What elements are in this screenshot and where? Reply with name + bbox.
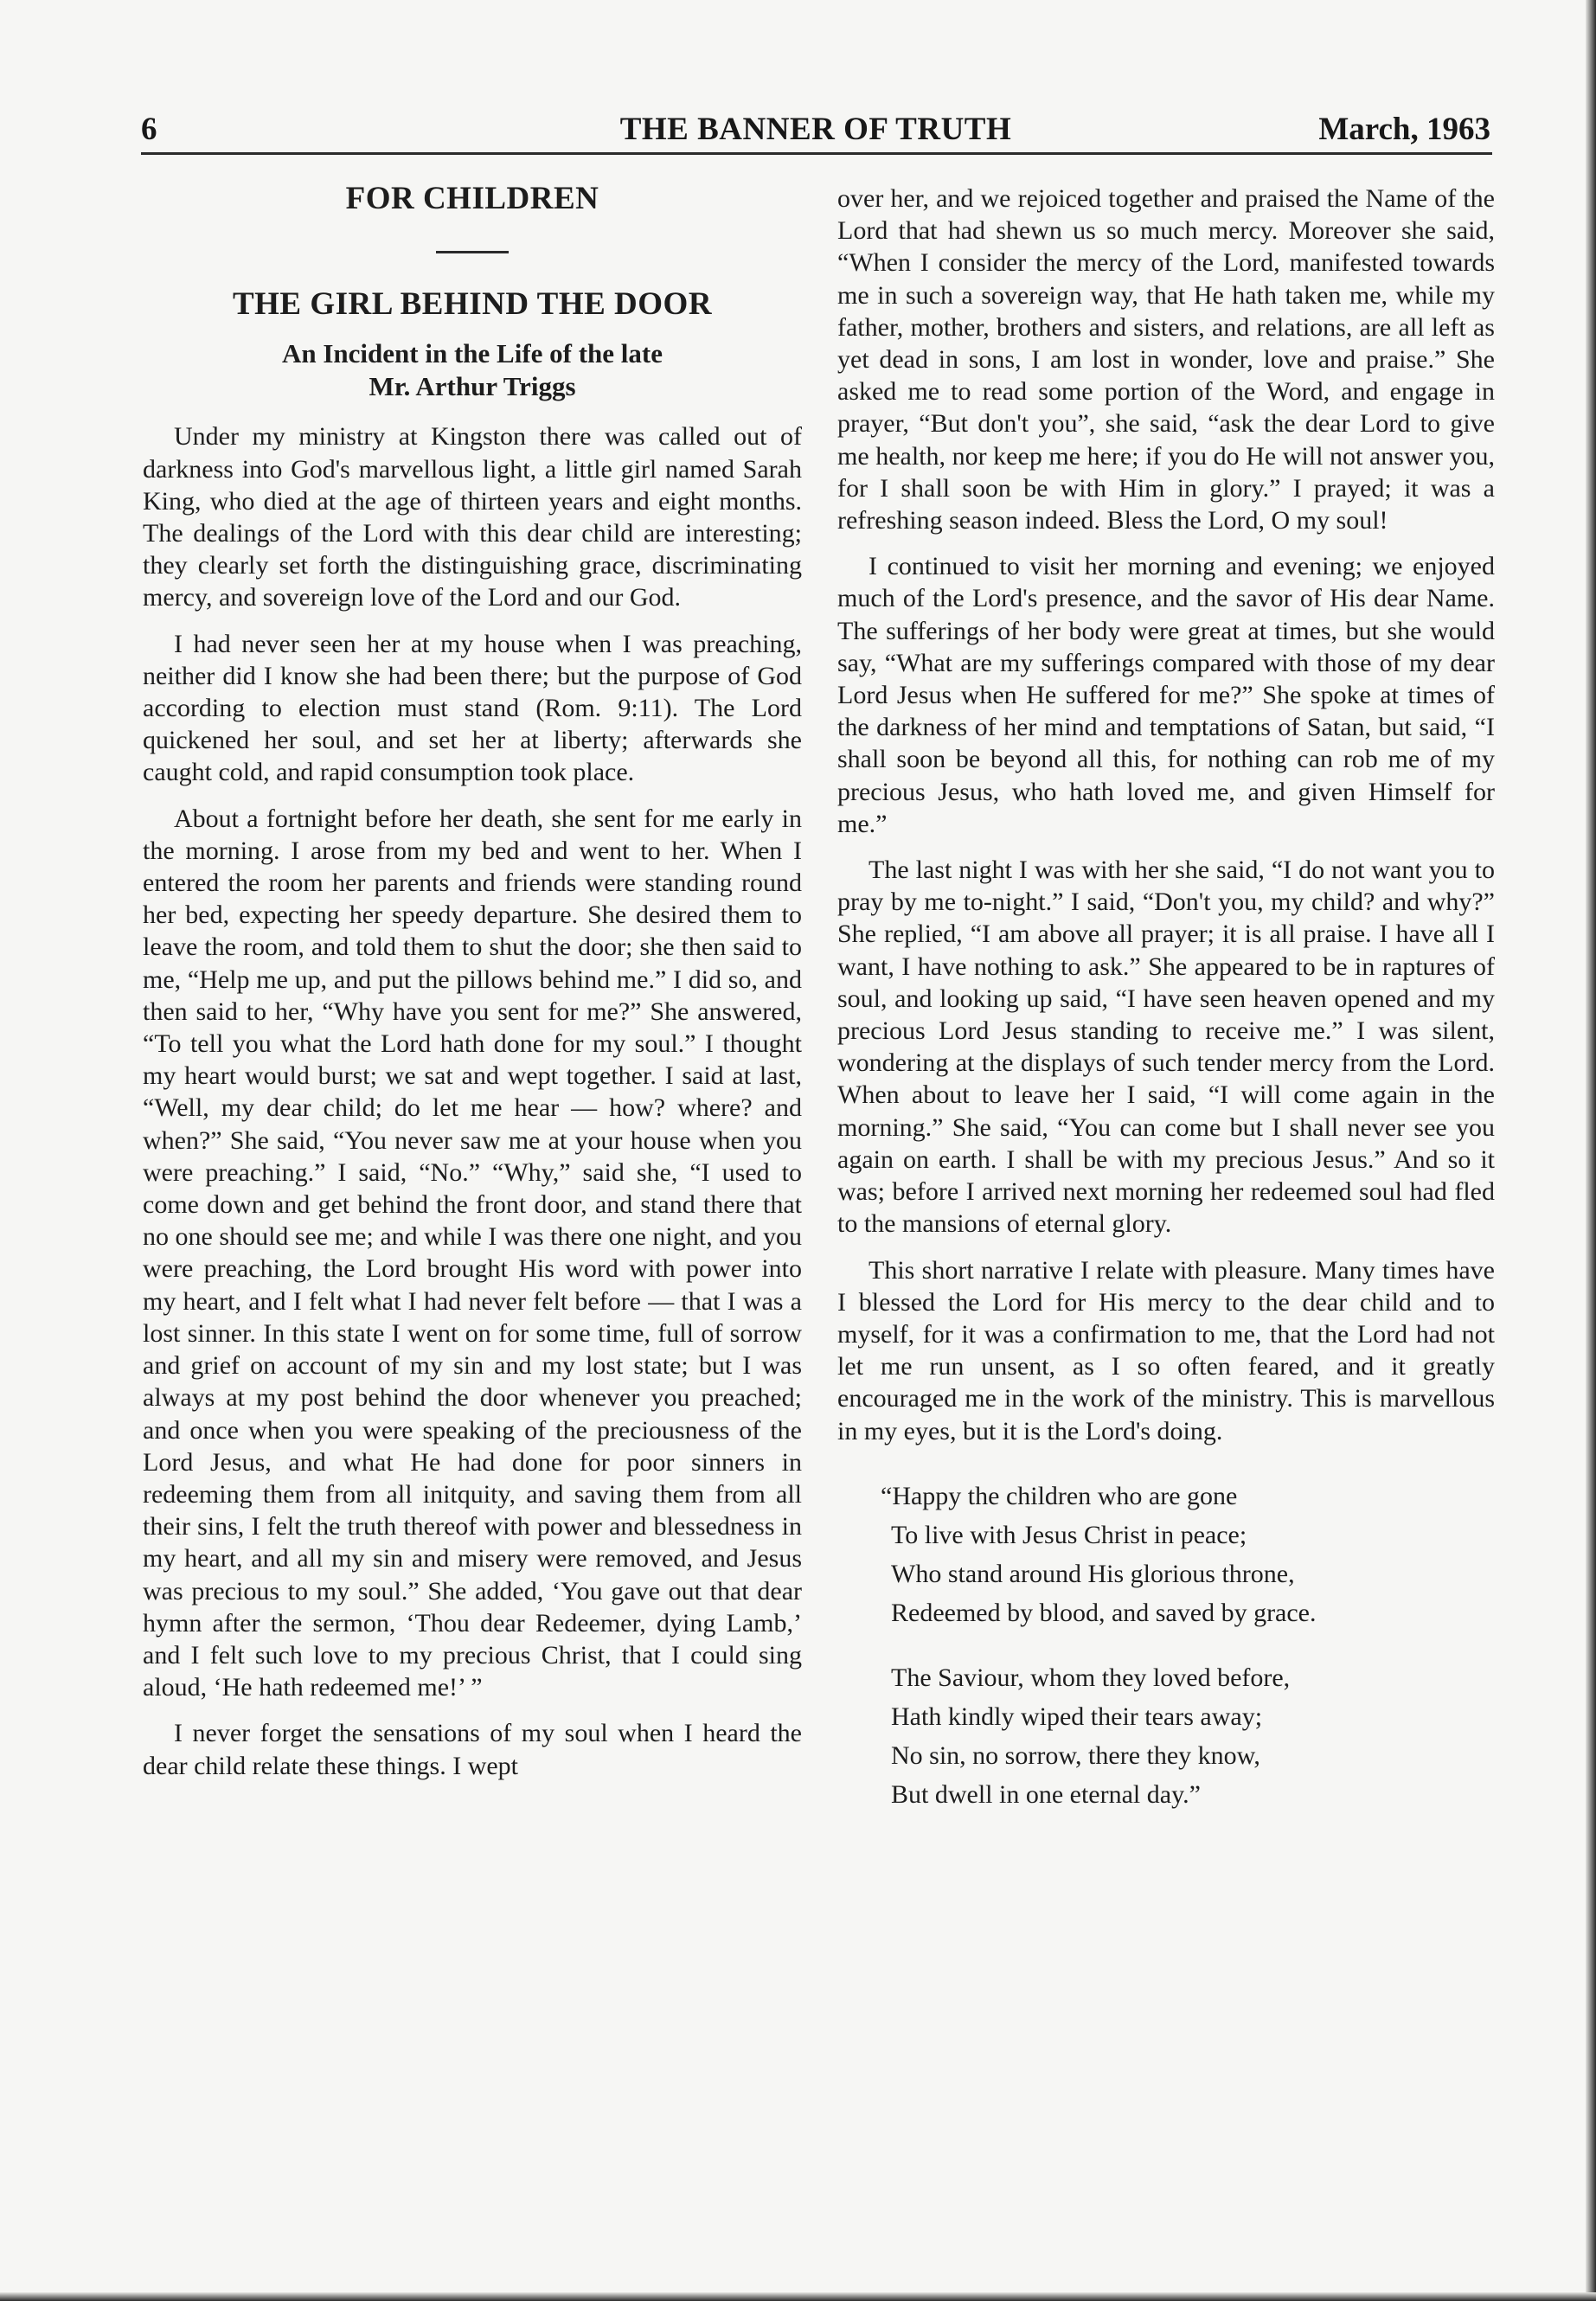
paragraph: The last night I was with her she said, “I do not want you to pray by me to-night.” I said, “Don't you, my child? and why?” She replied, “I am above all prayer; it is all praise. I have all I want, I have nothing to ask.” She appeared to be in raptures of soul, and looking up said, “I have seen heaven opened and my precious Lord Jesus standing to receive me.” I was silent, wondering at the displays of such tender mercy from the Lord. When about to leave her I said, “I will come again in the morning.” She said, “You can come but I shall never see you again on earth. I shall be with my precious Jesus.” And so it was; before I arrived next morning her redeemed soul had fled to the mansions of eternal glory.: [837, 856, 1495, 1239]
poem-line: But dwell in one eternal day.”: [891, 1779, 1201, 1809]
title-divider: [436, 251, 509, 253]
scan-edge-shadow: [0, 2292, 1596, 2301]
article-title: THE GIRL BEHIND THE DOOR: [232, 286, 713, 323]
scan-edge-shadow: [1586, 0, 1596, 2301]
hymn-poem: [837, 1477, 1495, 1814]
left-column: [143, 177, 802, 1796]
poem-line: Who stand around His glorious throne,: [891, 1559, 1295, 1588]
publication-title: THE BANNER OF TRUTH: [619, 112, 1012, 147]
poem-stanza: [837, 1658, 1495, 1814]
paragraph: I had never seen her at my house when I was preaching, neither did I know she had been there; but the purpose of God according to election must stand (Rom. 9:11). The Lord quickened her soul, and set her at liberty; afterwards she caught cold, and rapid consumption took place.: [143, 629, 802, 787]
paragraph: This short narrative I relate with pleasure. Many times have I blessed the Lord for His mercy to the dear child and to myself, for it was a confirmation to me, that the Lord had not let me run unsent, as I so often feared, and it greatly encouraged me in the work of the ministry. This is marvellous in my eyes, but it is the Lord's doing.: [837, 1255, 1495, 1445]
poem-line: Redeemed by blood, and saved by grace.: [891, 1598, 1317, 1627]
poem-line: The Saviour, whom they loved before,: [891, 1663, 1291, 1692]
section-title: FOR CHILDREN: [345, 181, 599, 216]
running-header: [141, 111, 1490, 154]
poem-line: No sin, no sorrow, there they know,: [891, 1740, 1260, 1770]
poem-stanza: [837, 1477, 1495, 1632]
paragraph: About a fortnight before her death, she sent for me early in the morning. I arose from my bed and went to her. When I entered the room her parents and friends were standing round her bed, expecting her speedy departure. She desired them to leave the room, and told them to shut the door; she then said to me, “Help me up, and put the pillows behind me.” I did so, and then said to her, “Why have you sent for me?” She answered, “To tell you what the Lord hath done for my soul.” I thought my heart would burst; we sat and wept together. I said at last, “Well, my dear child; do let me hear — how? where? and when?” She said, “You never saw me at your house when you were preaching.” I said, “No.” “Why,” said she, “I used to come down and get behind the front door, and stand there that no one should see me; and while I was there one night, and you were preaching, the Lord brought His word with power into my heart, and I felt what I had never felt before — that I was a lost sinner. In this state I went on for some time, full of sorrow and grief on account of my sin and my lost state; but I was always at my post behind the door whenever you preached; and once when you were speaking of the preciousness of the Lord Jesus, and what He had done for poor sinners in redeeming them from all initquity, and saving them from all their sins, I felt the truth thereof with power and blessedness in my heart, and all my sin and misery were removed, and Jesus was precious to my soul.” She added, ‘You gave out that dear hymn after the sermon, ‘Thou dear Redeemer, dying Lamb,’ and I felt such love to my precious Christ, that I could sing aloud, ‘He hath redeemed me!’ ”: [143, 804, 802, 1702]
issue-date: March, 1963: [1318, 112, 1490, 147]
paragraph: I never forget the sensations of my soul when I heard the dear child relate these things. I wept: [143, 1719, 802, 1780]
right-column: [837, 183, 1495, 1840]
poem-line: Hath kindly wiped their tears away;: [891, 1702, 1263, 1731]
poem-line: “Happy the children who are gone: [881, 1481, 1238, 1510]
paragraph: I continued to visit her morning and evening; we enjoyed much of the Lord's presence, and the savor of His dear Name. The sufferings of her body were great at times, but she would say, “What are my sufferings compared with those of my dear Lord Jesus when He suffered for me?” She spoke at times of the darkness of her mind and temptations of Satan, but said, “I shall soon be beyond all this, for nothing can rob me of my precious Jesus, who hath loved me, and given Himself for me.”: [837, 552, 1495, 838]
article-subtitle: [143, 337, 802, 403]
page-number: 6: [141, 112, 157, 147]
poem-line: To live with Jesus Christ in peace;: [891, 1520, 1247, 1549]
subtitle-line: Mr. Arthur Triggs: [369, 371, 576, 402]
paragraph: over her, and we rejoiced together and praised the Name of the Lord that had shewn us so much mercy. Moreover she said, “When I consider the mercy of the Lord, manifested towards me in such a sovereign way, that He hath taken me, while my father, mother, brothers and sisters, and relations, are all left as yet dead in sons, I am lost in wonder, love and praise.” She asked me to read some portion of the Word, and engage in prayer, “But don't you”, she said, “ask the dear Lord to give me health, nor keep me here; if you do He will not answer you, for I shall soon be with Him in glory.” I prayed; it was a refreshing season indeed. Bless the Lord, O my soul!: [837, 184, 1495, 535]
paragraph: Under my ministry at Kingston there was called out of darkness into God's marvellous light, a little girl named Sarah King, who died at the age of thirteen years and eight months. The dealings of the Lord with this dear child are interesting; they clearly set forth the distinguishing grace, discriminating mercy, and sovereign love of the Lord and our God.: [143, 422, 802, 612]
header-rule: [141, 152, 1492, 155]
subtitle-line: An Incident in the Life of the late: [281, 338, 663, 369]
